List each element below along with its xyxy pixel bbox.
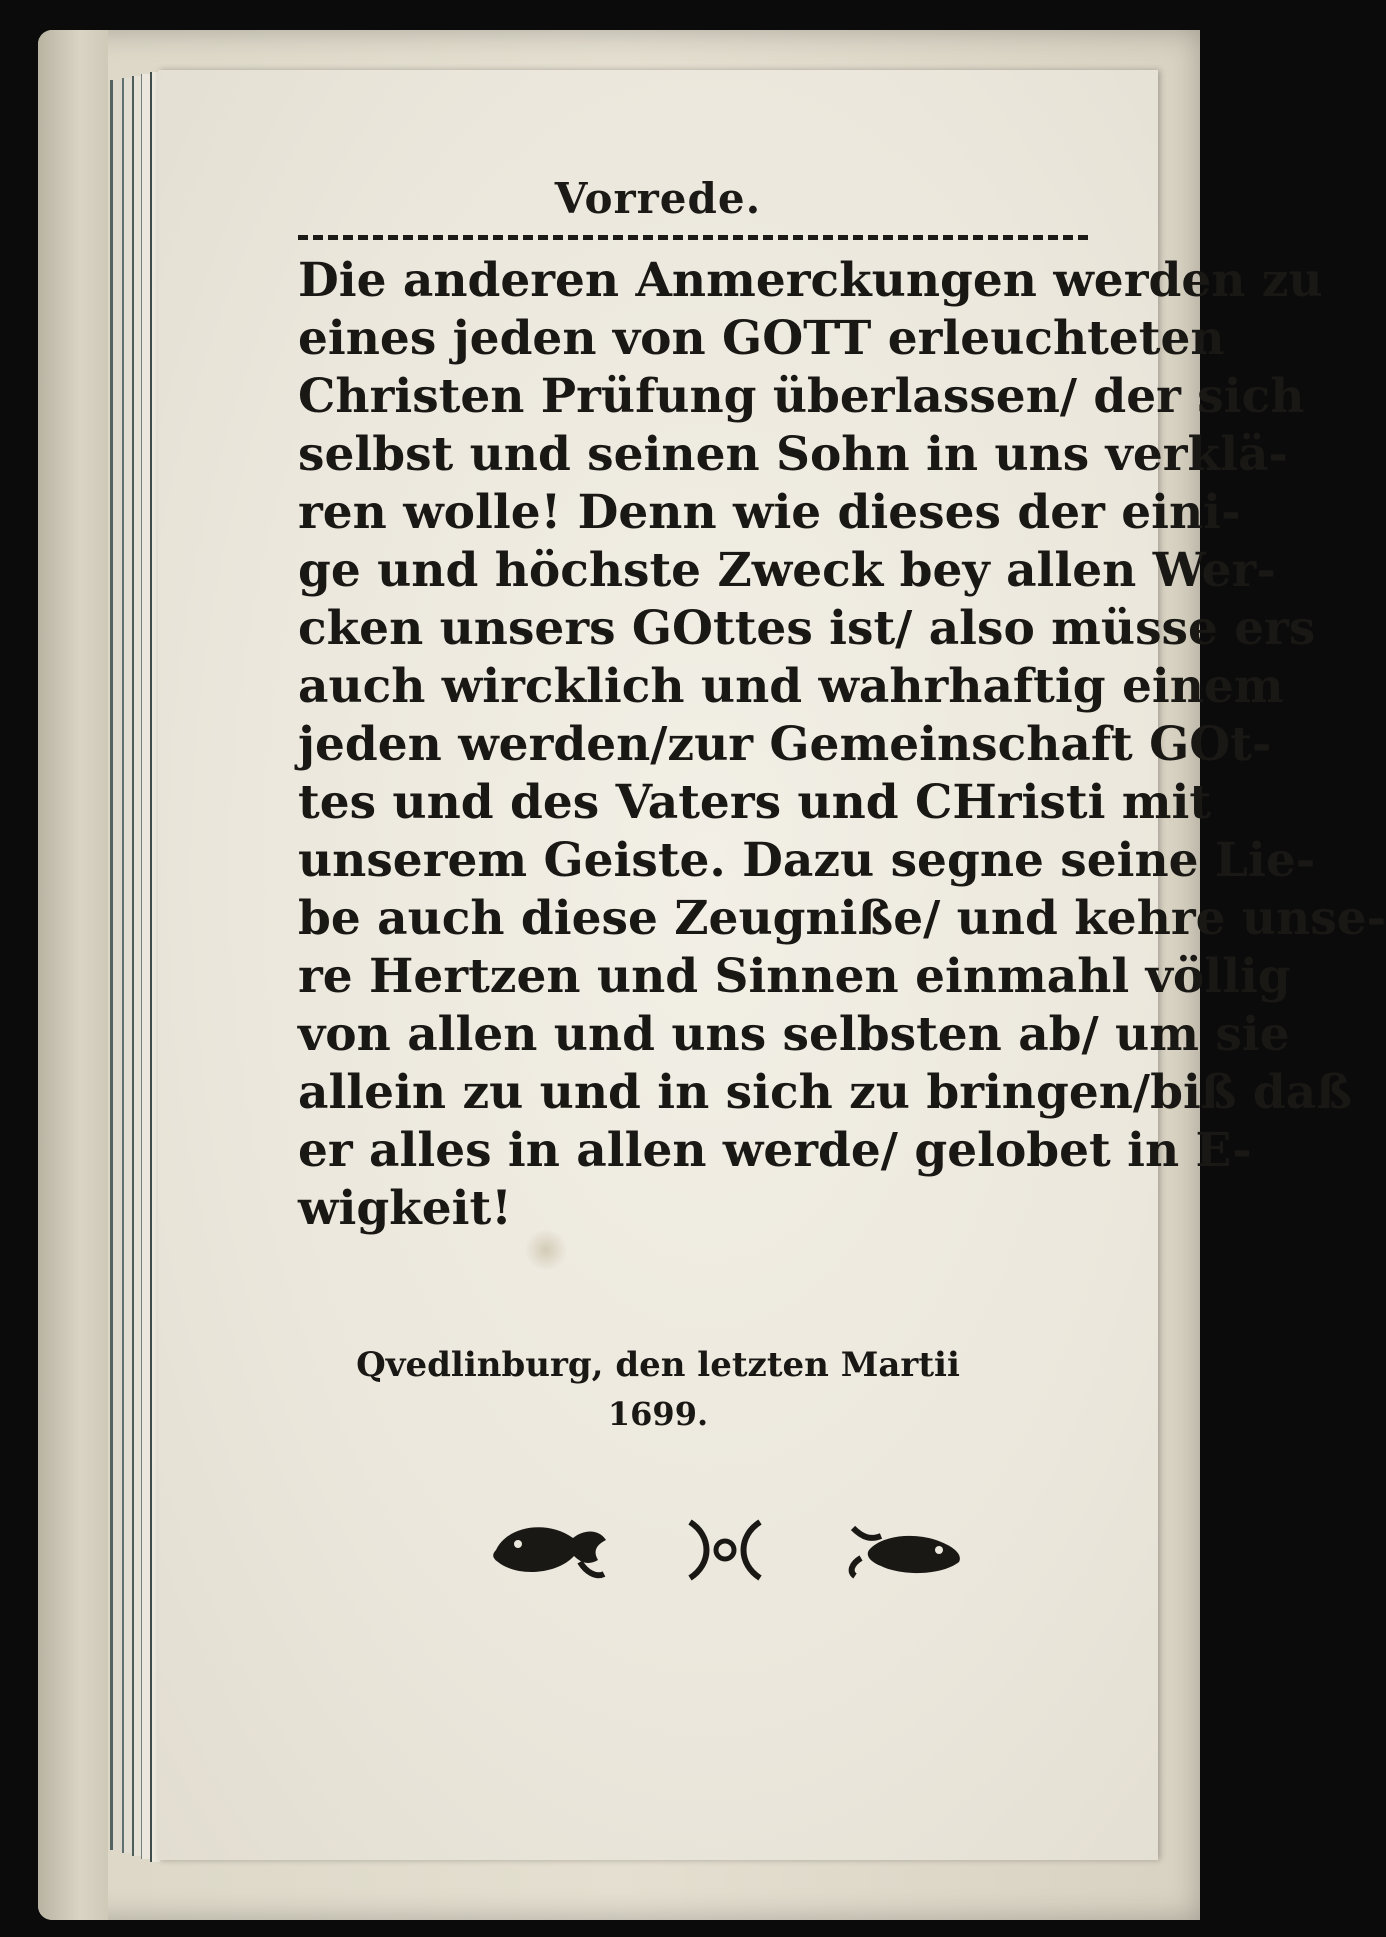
text-line: allein zu und in sich zu bringen/biß daß	[298, 1065, 1352, 1120]
text-line: er alles in allen werde/ gelobet in E-	[298, 1123, 1252, 1178]
book-page	[158, 70, 1386, 1860]
text-line: von allen und uns selbsten ab/ um sie	[298, 1007, 1290, 1062]
text-line: Christen Prüfung überlassen/ der sich	[298, 369, 1305, 424]
header-rule	[298, 235, 1088, 240]
paper-stain	[523, 1230, 569, 1270]
text-line: jeden werden/zur Gemeinschaft GOt-	[298, 717, 1272, 772]
body-text	[298, 252, 1386, 1238]
text-line: cken unsers GOttes ist/ also müsse ers	[298, 601, 1316, 656]
text-line: re Hertzen und Sinnen einmahl völlig	[298, 949, 1291, 1004]
text-line: Die anderen Anmerckungen werden zu	[298, 253, 1323, 308]
place-date-line: Qvedlinburg, den letzten Martii	[356, 1345, 960, 1385]
text-line: selbst und seinen Sohn in uns verklä-	[298, 427, 1288, 482]
cover-fold	[38, 30, 108, 1920]
text-line: tes und des Vaters und CHristi mit	[298, 775, 1212, 830]
text-line: ge und höchste Zweck bey allen Wer-	[298, 543, 1276, 598]
text-line: auch wircklich und wahrhaftig einem	[298, 659, 1284, 714]
text-line: eines jeden von GOTT erleuchteten	[298, 311, 1225, 366]
fish-ornament-icon	[841, 1510, 971, 1590]
crescent-ornament-icon	[680, 1510, 770, 1590]
year-line: 1699.	[607, 1395, 709, 1433]
fish-ornament-icon	[488, 1510, 618, 1590]
text-line: ren wolle! Denn wie dieses der eini-	[298, 485, 1241, 540]
text-line: be auch diese Zeugniße/ und kehre unse-	[298, 891, 1386, 946]
text-line: wigkeit!	[298, 1181, 512, 1236]
running-header: Vorrede.	[554, 174, 762, 223]
text-line: unserem Geiste. Dazu segne seine Lie-	[298, 833, 1316, 888]
